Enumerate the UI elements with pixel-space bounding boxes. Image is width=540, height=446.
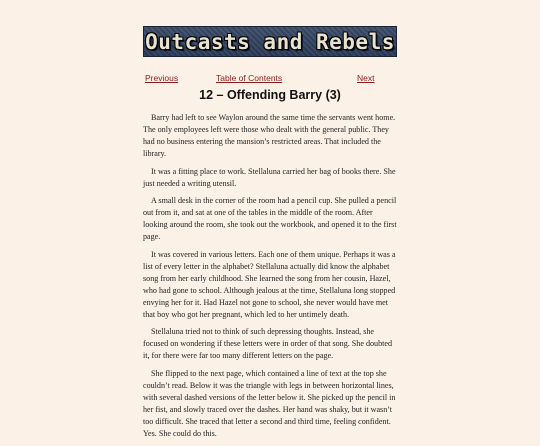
paragraph: Stellaluna tried not to think of such depressing thoughts. Instead, she focused on wondering if these letters were in order of that song. She doubted it, for there were far too many different letters on the page.	[143, 327, 393, 361]
chapter-nav	[0, 73, 540, 87]
paragraph: She flipped to the next page, which contained a line of text at the top she couldn’t read. Below it was the triangle with legs in between horizontal lines, with several dashed versions of the letter below it. She picked up the pencil in her fist, and slowly traced over the dashes. Her hand was shaky, but it wasn’t too difficult. She traced that letter a second and third time, feeling confident. Yes. She could do this.	[143, 368, 396, 438]
next-link[interactable]: Next	[357, 73, 375, 83]
paragraph: Barry had left to see Waylon around the same time the servants went home. The only employees left were those who dealt with the general public. They had no business entering the mansion’s restricted areas. That included the library.	[143, 113, 396, 158]
site-banner[interactable]	[143, 26, 397, 57]
paragraph: It was a fitting place to work. Stellaluna carried her bag of books there. She just needed a writing utensil.	[143, 166, 396, 188]
paragraph: It was covered in various letters. Each one of them unique. Perhaps it was a list of every letter in the alphabet? Stellaluna actually did know the alphabet song from her early childhood. She learned the song from her cousin, Hazel, who had gone to school. Although jealous at the time, Stellaluna long stopped envying her for it. Had Hazel not gone to school, she never would have met that boy who got her pregnant, which led to her untimely death.	[143, 249, 396, 319]
chapter-title: 12 – Offending Barry (3)	[199, 88, 341, 102]
paragraph: A small desk in the corner of the room had a pencil cup. She pulled a pencil out from it, and sat at one of the tables in the middle of the room. After looking around the room, she took out the workbook, and opened it to the first page.	[143, 196, 397, 242]
banner-title: Outcasts and Rebels	[145, 29, 395, 54]
story-text	[143, 112, 399, 446]
previous-link[interactable]: Previous	[145, 73, 179, 83]
table-of-contents-link[interactable]: Table of Contents	[216, 73, 283, 83]
